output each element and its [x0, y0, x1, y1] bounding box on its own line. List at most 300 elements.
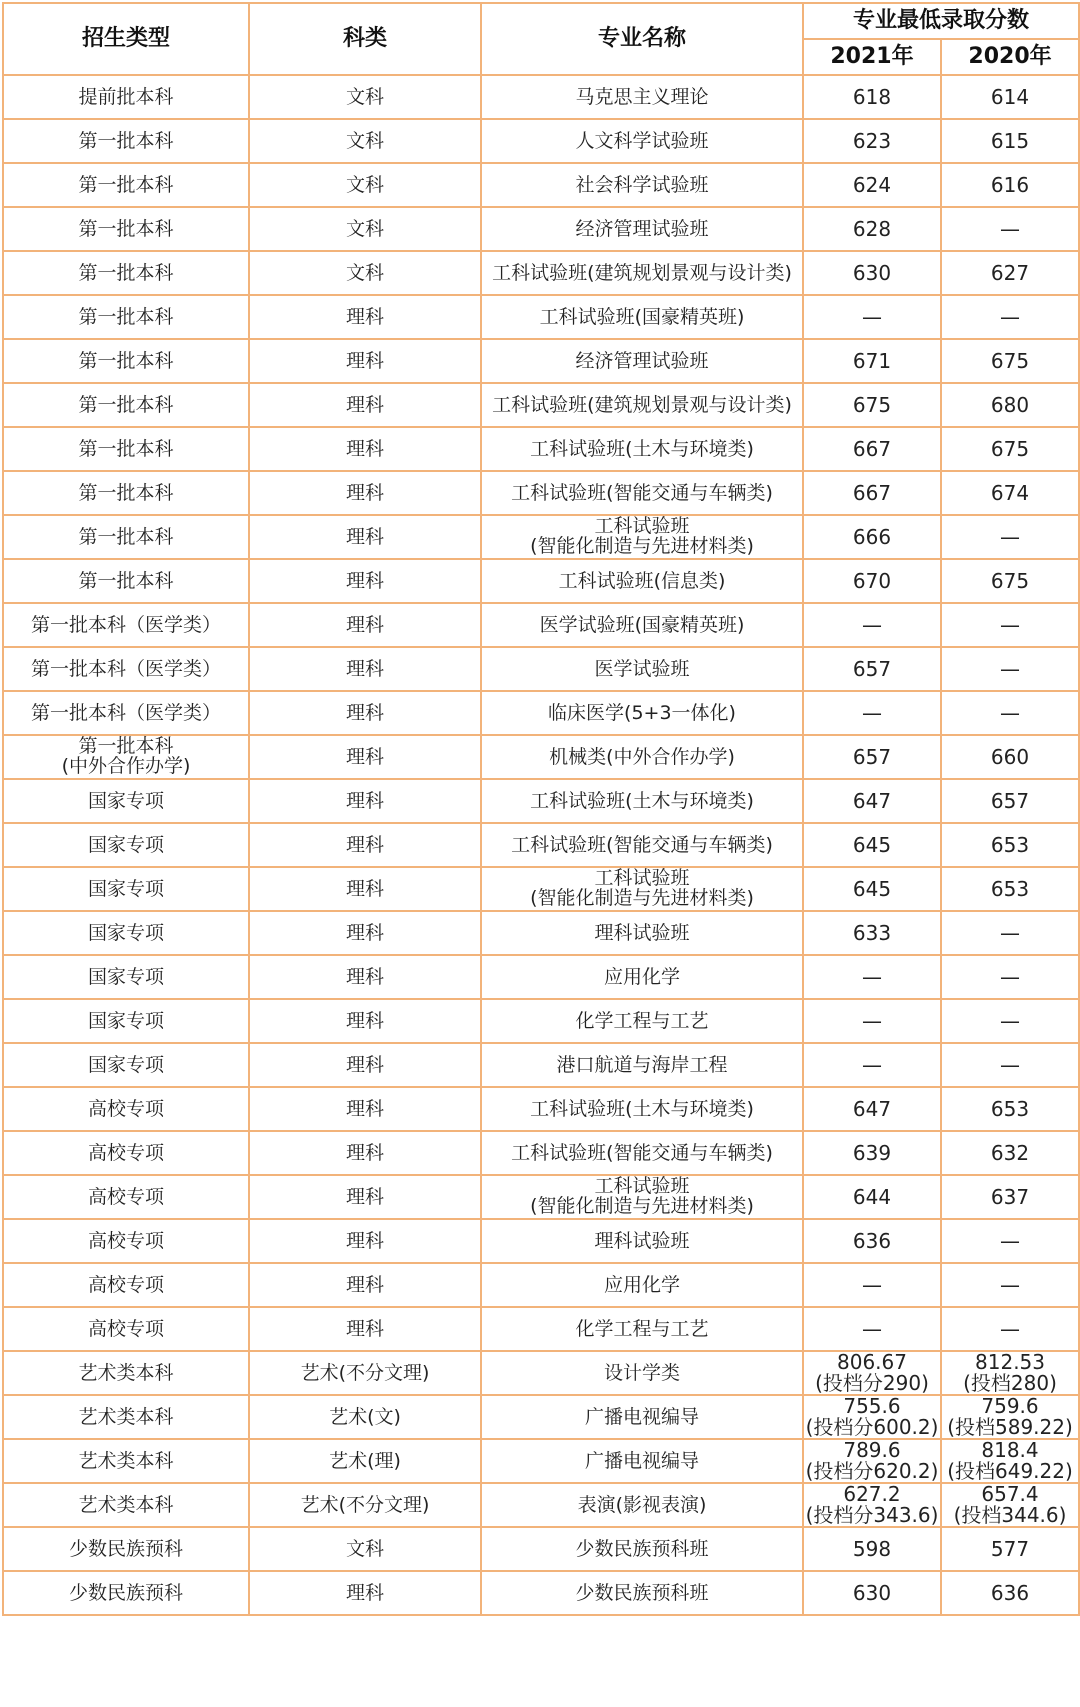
cell-subject — [249, 1483, 481, 1527]
cell-score-2021-text: 618 — [852, 85, 892, 109]
cell-score-2021-text: 755.6 — [843, 1394, 901, 1418]
cell-type — [3, 823, 249, 867]
cell-subject — [249, 119, 481, 163]
cell-score-2020 — [941, 1131, 1079, 1175]
cell-major-text: 理科试验班 — [594, 1229, 690, 1252]
cell-type — [3, 1175, 249, 1219]
cell-type-text: 第一批本科（医学类） — [30, 657, 221, 680]
cell-score-2020 — [941, 691, 1079, 735]
cell-type — [3, 1483, 249, 1527]
cell-major — [481, 295, 803, 339]
cell-score-2021-subtext: (投档分343.6) — [805, 1503, 939, 1527]
cell-major — [481, 1131, 803, 1175]
cell-major — [481, 647, 803, 691]
cell-subject-text: 艺术(不分文理) — [300, 1361, 430, 1384]
cell-type — [3, 207, 249, 251]
table-row — [3, 559, 1079, 603]
cell-type-text: 艺术类本科 — [78, 1405, 174, 1428]
cell-major — [481, 427, 803, 471]
cell-score-2020-text: 627 — [990, 261, 1030, 285]
table-row — [3, 1395, 1079, 1439]
cell-score-2021 — [803, 691, 941, 735]
cell-subject — [249, 867, 481, 911]
cell-major-text: 工科试验班 — [594, 515, 690, 538]
cell-subject-text: 理科 — [345, 1053, 384, 1076]
cell-type-text: 第一批本科 — [78, 305, 174, 328]
cell-score-2021 — [803, 999, 941, 1043]
table-row — [3, 471, 1079, 515]
cell-score-2021 — [803, 955, 941, 999]
cell-subject-text: 理科 — [345, 1229, 384, 1252]
cell-score-2020-text: — — [1000, 613, 1020, 637]
cell-type — [3, 559, 249, 603]
cell-score-2021-text: 624 — [852, 173, 892, 197]
table-row — [3, 603, 1079, 647]
table-row — [3, 1527, 1079, 1571]
cell-score-2021 — [803, 1219, 941, 1263]
cell-score-2020-text: 653 — [990, 877, 1030, 901]
cell-type-text: 第一批本科 — [78, 349, 174, 372]
table-row — [3, 251, 1079, 295]
cell-score-2021 — [803, 823, 941, 867]
cell-type-text: 第一批本科（医学类） — [30, 613, 221, 636]
cell-major — [481, 1219, 803, 1263]
cell-type-text: 高校专项 — [87, 1273, 164, 1296]
cell-subject-text: 理科 — [345, 305, 384, 328]
cell-score-2021-text: 628 — [852, 217, 892, 241]
cell-type-text: 高校专项 — [87, 1229, 164, 1252]
cell-major-text: 应用化学 — [603, 1273, 680, 1296]
cell-type-text: 艺术类本科 — [78, 1361, 174, 1384]
cell-subject — [249, 823, 481, 867]
cell-score-2021 — [803, 1483, 941, 1527]
cell-score-2021-text: 647 — [852, 789, 892, 813]
cell-type-text: 高校专项 — [87, 1185, 164, 1208]
cell-score-2021-text: — — [862, 965, 882, 989]
cell-major — [481, 691, 803, 735]
cell-score-2021-subtext: (投档分620.2) — [805, 1459, 939, 1483]
cell-major-text: 工科试验班(智能交通与车辆类) — [511, 1141, 773, 1164]
table-row — [3, 1571, 1079, 1615]
cell-subject — [249, 691, 481, 735]
header-major: 专业名称 — [481, 3, 803, 75]
table-row — [3, 691, 1079, 735]
cell-score-2021 — [803, 735, 941, 779]
cell-major — [481, 603, 803, 647]
table-row — [3, 1263, 1079, 1307]
cell-type-text: 第一批本科 — [78, 129, 174, 152]
cell-score-2021-text: 666 — [852, 525, 892, 549]
cell-type-text: 第一批本科 — [78, 217, 174, 240]
cell-score-2020-subtext: (投档649.22) — [947, 1459, 1073, 1483]
cell-type-text: 高校专项 — [87, 1317, 164, 1340]
cell-subject-text: 艺术(理) — [329, 1449, 401, 1472]
cell-major-subtext: (智能化制造与先进材料类) — [530, 887, 754, 909]
cell-major-text: 工科试验班(智能交通与车辆类) — [511, 481, 773, 504]
admission-score-table — [2, 2, 1080, 1616]
cell-score-2020 — [941, 295, 1079, 339]
cell-score-2021-text: 667 — [852, 481, 892, 505]
cell-score-2021 — [803, 251, 941, 295]
cell-score-2021-text: 630 — [852, 261, 892, 285]
cell-type-text: 第一批本科 — [78, 173, 174, 196]
cell-score-2021 — [803, 427, 941, 471]
cell-type — [3, 647, 249, 691]
cell-subject-text: 理科 — [345, 745, 384, 768]
cell-subject — [249, 163, 481, 207]
cell-subject-text: 理科 — [345, 1009, 384, 1032]
cell-type-text: 第一批本科 — [78, 393, 174, 416]
cell-major — [481, 1087, 803, 1131]
cell-major-text: 工科试验班(智能交通与车辆类) — [511, 833, 773, 856]
cell-major — [481, 1043, 803, 1087]
cell-score-2021 — [803, 75, 941, 119]
cell-subject-text: 理科 — [345, 701, 384, 724]
cell-score-2021 — [803, 1307, 941, 1351]
cell-subject — [249, 383, 481, 427]
cell-type — [3, 911, 249, 955]
cell-score-2020-text: 675 — [990, 437, 1030, 461]
cell-major-text: 工科试验班(信息类) — [558, 569, 726, 592]
cell-score-2021 — [803, 1263, 941, 1307]
cell-major-text: 医学试验班(国豪精英班) — [539, 613, 745, 636]
cell-type-text: 艺术类本科 — [78, 1449, 174, 1472]
cell-subject-text: 理科 — [345, 349, 384, 372]
cell-type — [3, 691, 249, 735]
cell-subject — [249, 1395, 481, 1439]
cell-major-text: 马克思主义理论 — [575, 85, 709, 108]
cell-type-text: 第一批本科 — [78, 261, 174, 284]
table-row — [3, 647, 1079, 691]
cell-type-text: 第一批本科 — [78, 569, 174, 592]
cell-subject-text: 理科 — [345, 481, 384, 504]
cell-major-subtext: (智能化制造与先进材料类) — [530, 1195, 754, 1217]
cell-score-2021 — [803, 603, 941, 647]
cell-score-2020 — [941, 823, 1079, 867]
cell-score-2020-text: — — [1000, 305, 1020, 329]
cell-major-subtext: (智能化制造与先进材料类) — [530, 535, 754, 557]
cell-score-2021 — [803, 1087, 941, 1131]
cell-subject-text: 文科 — [345, 85, 384, 108]
cell-score-2020-subtext: (投档344.6) — [953, 1503, 1067, 1527]
cell-type-text: 高校专项 — [87, 1097, 164, 1120]
cell-major-text: 少数民族预科班 — [575, 1537, 709, 1560]
cell-type — [3, 119, 249, 163]
cell-major-text: 化学工程与工艺 — [575, 1317, 709, 1340]
cell-subject — [249, 1175, 481, 1219]
table-row — [3, 295, 1079, 339]
cell-score-2021-text: 670 — [852, 569, 892, 593]
cell-major — [481, 515, 803, 559]
cell-subject-text: 文科 — [345, 261, 384, 284]
cell-major — [481, 955, 803, 999]
cell-type — [3, 1043, 249, 1087]
cell-score-2021-text: — — [862, 613, 882, 637]
cell-score-2021-text: 806.67 — [837, 1350, 907, 1374]
cell-score-2021-text: 630 — [852, 1581, 892, 1605]
cell-score-2021-text: 657 — [852, 745, 892, 769]
cell-score-2020 — [941, 911, 1079, 955]
cell-subject — [249, 75, 481, 119]
table-row — [3, 867, 1079, 911]
cell-major — [481, 1263, 803, 1307]
cell-score-2020-text: — — [1000, 657, 1020, 681]
cell-subject-text: 理科 — [345, 1317, 384, 1340]
table-row — [3, 163, 1079, 207]
cell-type — [3, 603, 249, 647]
table-row — [3, 119, 1079, 163]
cell-subject — [249, 515, 481, 559]
cell-major-text: 广播电视编导 — [584, 1405, 699, 1428]
cell-major-text: 表演(影视表演) — [577, 1493, 707, 1516]
cell-score-2021-text: 598 — [852, 1537, 892, 1561]
cell-subject-text: 理科 — [345, 1273, 384, 1296]
cell-subject — [249, 1263, 481, 1307]
cell-subject — [249, 559, 481, 603]
cell-major — [481, 339, 803, 383]
cell-score-2020-text: 674 — [990, 481, 1030, 505]
cell-score-2020-text: 653 — [990, 833, 1030, 857]
cell-type — [3, 735, 249, 779]
cell-score-2021 — [803, 119, 941, 163]
cell-subject-text: 文科 — [345, 129, 384, 152]
cell-subject — [249, 295, 481, 339]
cell-major — [481, 163, 803, 207]
cell-subject — [249, 1439, 481, 1483]
cell-score-2021-text: 789.6 — [843, 1438, 901, 1462]
cell-subject-text: 艺术(文) — [329, 1405, 401, 1428]
cell-major-text: 工科试验班 — [594, 1175, 690, 1198]
cell-score-2020-text: — — [1000, 701, 1020, 725]
cell-major-text: 应用化学 — [603, 965, 680, 988]
table-row — [3, 1131, 1079, 1175]
cell-subject-text: 文科 — [345, 1537, 384, 1560]
cell-score-2020-text: — — [1000, 1317, 1020, 1341]
cell-subject — [249, 207, 481, 251]
cell-major-text: 化学工程与工艺 — [575, 1009, 709, 1032]
cell-major — [481, 1439, 803, 1483]
cell-score-2020-subtext: (投档589.22) — [947, 1415, 1073, 1439]
cell-type — [3, 427, 249, 471]
cell-score-2021-text: 636 — [852, 1229, 892, 1253]
table-row — [3, 911, 1079, 955]
table-row — [3, 1043, 1079, 1087]
cell-subject-text: 理科 — [345, 393, 384, 416]
cell-score-2021-text: — — [862, 1053, 882, 1077]
cell-score-2021-text: 667 — [852, 437, 892, 461]
table-row — [3, 427, 1079, 471]
cell-score-2020 — [941, 955, 1079, 999]
table-row — [3, 383, 1079, 427]
cell-score-2021 — [803, 1351, 941, 1395]
cell-subject-text: 理科 — [345, 965, 384, 988]
cell-score-2021 — [803, 1439, 941, 1483]
cell-subject-text: 理科 — [345, 1097, 384, 1120]
cell-major-text: 经济管理试验班 — [575, 217, 709, 240]
cell-type-text: 第一批本科 — [78, 437, 174, 460]
cell-score-2021 — [803, 471, 941, 515]
cell-score-2020-text: 637 — [990, 1185, 1030, 1209]
cell-subject — [249, 1527, 481, 1571]
cell-type — [3, 1571, 249, 1615]
cell-score-2020 — [941, 427, 1079, 471]
cell-score-2021 — [803, 1131, 941, 1175]
cell-subject — [249, 427, 481, 471]
cell-score-2020 — [941, 251, 1079, 295]
cell-type-text: 国家专项 — [87, 1053, 164, 1076]
cell-type — [3, 1307, 249, 1351]
cell-score-2021 — [803, 383, 941, 427]
cell-score-2020 — [941, 1263, 1079, 1307]
cell-major — [481, 779, 803, 823]
cell-type — [3, 295, 249, 339]
cell-subject — [249, 471, 481, 515]
cell-score-2021-text: 657 — [852, 657, 892, 681]
cell-major — [481, 911, 803, 955]
cell-score-2020-text: — — [1000, 1273, 1020, 1297]
cell-major — [481, 75, 803, 119]
table-row — [3, 207, 1079, 251]
cell-subject — [249, 955, 481, 999]
cell-major-text: 经济管理试验班 — [575, 349, 709, 372]
cell-type-text: 第一批本科（医学类） — [30, 701, 221, 724]
cell-score-2021-text: 675 — [852, 393, 892, 417]
cell-major-text: 机械类(中外合作办学) — [549, 745, 735, 768]
cell-major — [481, 1527, 803, 1571]
header-2021: 2021年 — [803, 39, 941, 75]
table-row — [3, 1307, 1079, 1351]
cell-type — [3, 1263, 249, 1307]
cell-score-2020-text: 657.4 — [981, 1482, 1039, 1506]
cell-type-text: 少数民族预科 — [68, 1581, 183, 1604]
header-subject: 科类 — [249, 3, 481, 75]
cell-type — [3, 1351, 249, 1395]
cell-major-text: 社会科学试验班 — [575, 173, 709, 196]
cell-score-2021-text: 644 — [852, 1185, 892, 1209]
cell-major-text: 港口航道与海岸工程 — [556, 1053, 728, 1076]
cell-score-2020 — [941, 559, 1079, 603]
cell-major — [481, 559, 803, 603]
cell-major-text: 理科试验班 — [594, 921, 690, 944]
cell-score-2020 — [941, 75, 1079, 119]
cell-score-2020 — [941, 999, 1079, 1043]
cell-score-2021 — [803, 559, 941, 603]
cell-major — [481, 1395, 803, 1439]
cell-type — [3, 1131, 249, 1175]
cell-type — [3, 1395, 249, 1439]
cell-major-text: 医学试验班 — [594, 657, 690, 680]
cell-type-text: 国家专项 — [87, 789, 164, 812]
cell-type — [3, 515, 249, 559]
cell-type — [3, 1219, 249, 1263]
cell-major-text: 临床医学(5+3一体化) — [548, 701, 736, 724]
cell-major-text: 人文科学试验班 — [575, 129, 709, 152]
cell-subject — [249, 603, 481, 647]
cell-type-text: 提前批本科 — [78, 85, 174, 108]
cell-score-2020-text: — — [1000, 1009, 1020, 1033]
cell-type-text: 第一批本科 — [78, 525, 174, 548]
cell-major-text: 工科试验班(建筑规划景观与设计类) — [492, 393, 792, 416]
header-2020: 2020年 — [941, 39, 1079, 75]
cell-subject — [249, 1571, 481, 1615]
cell-type-subtext: (中外合作办学) — [61, 755, 191, 777]
cell-score-2020 — [941, 779, 1079, 823]
cell-score-2020-text: 616 — [990, 173, 1030, 197]
cell-major — [481, 119, 803, 163]
cell-type — [3, 251, 249, 295]
cell-score-2020-text: 818.4 — [981, 1438, 1039, 1462]
cell-score-2020 — [941, 383, 1079, 427]
cell-subject-text: 理科 — [345, 569, 384, 592]
cell-subject — [249, 735, 481, 779]
cell-score-2020-text: — — [1000, 921, 1020, 945]
cell-score-2021-text: 645 — [852, 877, 892, 901]
cell-major — [481, 207, 803, 251]
cell-score-2021-text: 623 — [852, 129, 892, 153]
cell-type-text: 国家专项 — [87, 1009, 164, 1032]
cell-score-2020-text: 636 — [990, 1581, 1030, 1605]
table-row — [3, 1175, 1079, 1219]
cell-score-2020 — [941, 339, 1079, 383]
cell-subject — [249, 1131, 481, 1175]
cell-score-2020-text: 653 — [990, 1097, 1030, 1121]
cell-score-2020 — [941, 1395, 1079, 1439]
cell-score-2021 — [803, 1175, 941, 1219]
cell-score-2021 — [803, 163, 941, 207]
cell-score-2020 — [941, 119, 1079, 163]
cell-type-text: 国家专项 — [87, 833, 164, 856]
cell-subject — [249, 1043, 481, 1087]
cell-subject — [249, 1219, 481, 1263]
table-row — [3, 75, 1079, 119]
cell-type — [3, 471, 249, 515]
table-row — [3, 955, 1079, 999]
cell-major — [481, 251, 803, 295]
cell-score-2020-text: 577 — [990, 1537, 1030, 1561]
cell-subject — [249, 1351, 481, 1395]
cell-score-2021 — [803, 515, 941, 559]
table-row — [3, 1351, 1079, 1395]
cell-score-2020-text: 675 — [990, 569, 1030, 593]
cell-score-2021-text: 645 — [852, 833, 892, 857]
cell-type — [3, 779, 249, 823]
cell-score-2021 — [803, 1043, 941, 1087]
cell-major-text: 设计学类 — [603, 1361, 680, 1384]
table-row — [3, 1439, 1079, 1483]
cell-type-text: 高校专项 — [87, 1141, 164, 1164]
cell-major-text: 工科试验班(土木与环境类) — [530, 789, 754, 812]
cell-score-2021-text: 671 — [852, 349, 892, 373]
cell-major — [481, 383, 803, 427]
cell-type — [3, 75, 249, 119]
cell-score-2021 — [803, 779, 941, 823]
cell-score-2021 — [803, 1571, 941, 1615]
cell-major — [481, 471, 803, 515]
cell-score-2020-subtext: (投档280) — [963, 1371, 1057, 1395]
cell-type-text: 第一批本科 — [78, 735, 174, 758]
cell-type — [3, 383, 249, 427]
cell-score-2020-text: 615 — [990, 129, 1030, 153]
cell-subject-text: 理科 — [345, 525, 384, 548]
cell-major — [481, 823, 803, 867]
cell-type-text: 少数民族预科 — [68, 1537, 183, 1560]
cell-score-2021-text: 639 — [852, 1141, 892, 1165]
cell-score-2021-text: — — [862, 1009, 882, 1033]
cell-score-2020 — [941, 867, 1079, 911]
cell-subject-text: 理科 — [345, 613, 384, 636]
cell-subject-text: 艺术(不分文理) — [300, 1493, 430, 1516]
cell-type — [3, 867, 249, 911]
